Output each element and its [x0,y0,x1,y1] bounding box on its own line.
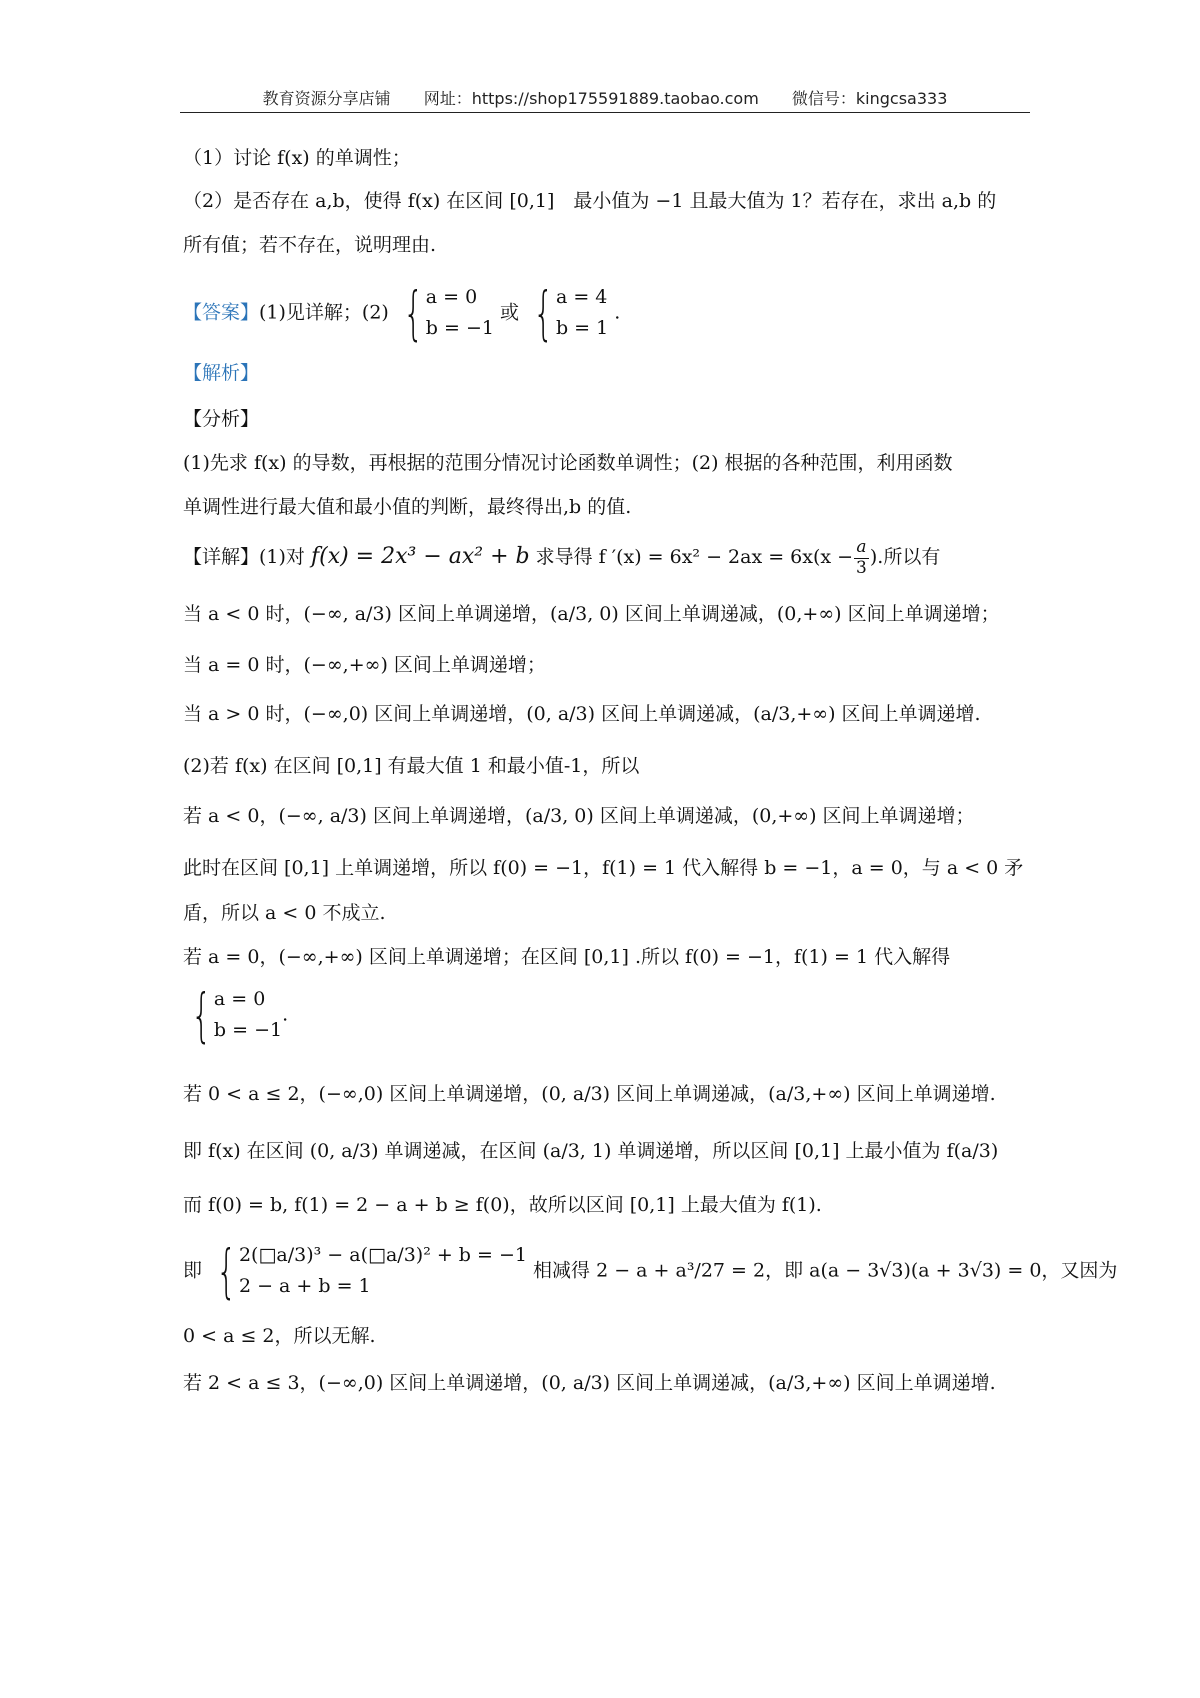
header-url: 网址：https://shop175591889.taobao.com [423,89,759,108]
answer-end: . [614,301,621,324]
part2-system-eq-1: 2(□a/3)³ − a(□a/3)² + b = −1 [238,1244,527,1266]
xiangjie-line [183,538,940,578]
answer-case-2-b: b = 1 [555,317,609,340]
part2-zero-case-a: a = 0 [213,988,266,1010]
xiangjie-end: ).所以有 [869,546,941,569]
question-2-line-2: 所有值；若不存在，说明理由. [183,234,437,256]
part2-zero-1: 若 a = 0，(−∞,+∞) 区间上单调递增；在区间 [0,1] .所以 f(0) = −1，f(1) = 1 代入解得 [183,946,951,968]
header-shop: 教育资源分享店铺 [262,89,391,108]
answer-or: 或 [500,301,520,324]
part2-negative-3: 盾，所以 a < 0 不成立. [183,902,386,924]
jiexi-tag: 【解析】 [183,362,260,384]
part2-zero-case-b: b = −1 [213,1019,283,1042]
xiangjie-function: f(x) = 2x³ − ax² + b [310,544,530,570]
fenxi-line-2: 单调性进行最大值和最小值的判断，最终得出,b 的值. [183,496,632,518]
xiangjie-lead: 【详解】(1)对 [183,546,305,569]
answer-case-1-b: b = −1 [425,317,494,340]
part2-range-1: 若 0 < a ≤ 2，(−∞,0) 区间上单调递增，(0, a/3) 区间上单调递减，(a/3,+∞) 区间上单调递增. [183,1083,996,1105]
case-a-positive: 当 a > 0 时，(−∞,0) 区间上单调递增，(0, a/3) 区间上单调递减，(a/3,+∞) 区间上单调递增. [183,703,981,725]
part2-negative-2: 此时在区间 [0,1] 上单调递增，所以 f(0) = −1，f(1) = 1 代入解得 b = −1，a = 0，与 a < 0 矛 [183,857,1024,879]
question-1: （1）讨论 f(x) 的单调性； [183,147,411,169]
case-a-zero: 当 a = 0 时，(−∞,+∞) 区间上单调递增； [183,654,546,676]
part2-range-6: 若 2 < a ≤ 3，(−∞,0) 区间上单调递增，(0, a/3) 区间上单调递减，(a/3,+∞) 区间上单调递增. [183,1372,996,1394]
answer-line [183,279,621,348]
part2-zero-cases: { a = 0 b = −1 . [191,981,289,1050]
part2-range-3: 而 f(0) = b, f(1) = 2 − a + b ≥ f(0)，故所以区间 [0,1] 上最大值为 f(1). [183,1194,822,1216]
case-a-negative: 当 a < 0 时，(−∞, a/3) 区间上单调递增，(a/3, 0) 区间上单调递减，(0,+∞) 区间上单调递增； [183,603,1000,625]
header-wechat: 微信号：kingcsa333 [791,89,948,108]
answer-text: (1)见详解；(2) [259,301,389,324]
part2-system: { 2(□a/3)³ − a(□a/3)² + b = −1 2 − a + b = 1 [216,1237,527,1306]
question-2-line-1: （2）是否存在 a,b，使得 f(x) 在区间 [0,1] 最小值为 −1 且最大值为 1？若存在，求出 a,b 的 [183,190,997,212]
part2-system-lead: 即 [183,1259,203,1282]
part2-range-5: 0 < a ≤ 2，所以无解. [183,1325,376,1347]
part2-system-eq-2: 2 − a + b = 1 [238,1275,371,1298]
page-header [180,86,1030,109]
answer-case-2-a: a = 4 [555,286,608,308]
part2-system-tail: 相减得 2 − a + a³/27 = 2，即 a(a − 3√3)(a + 3√3) = 0，又因为 [533,1259,1118,1282]
xiangjie-derivative: 求导得 f ′(x) = 6x² − 2ax = 6x(x − [535,546,854,569]
fraction-a-over-3: $\frac{a}{3}$ [856,537,867,578]
answer-case-1-a: a = 0 [425,286,478,308]
fenxi-tag: 【分析】 [183,408,260,430]
part2-negative-1: 若 a < 0，(−∞, a/3) 区间上单调递增，(a/3, 0) 区间上单调递减，(0,+∞) 区间上单调递增； [183,805,975,827]
answer-case-1: { a = 0 b = −1 [403,279,494,348]
answer-case-2: { a = 4 b = 1 [533,279,609,348]
answer-tag: 【答案】 [183,301,260,324]
part2-system-line [183,1237,1118,1306]
header-divider [180,112,1030,113]
part2-intro: (2)若 f(x) 在区间 [0,1] 有最大值 1 和最小值-1，所以 [183,755,640,777]
fenxi-line-1: (1)先求 f(x) 的导数，再根据的范围分情况讨论函数单调性；(2) 根据的各种范围，利用函数 [183,452,953,474]
part2-range-2: 即 f(x) 在区间 (0, a/3) 单调递减，在区间 (a/3, 1) 单调递增，所以区间 [0,1] 上最小值为 f(a/3) [183,1140,999,1162]
